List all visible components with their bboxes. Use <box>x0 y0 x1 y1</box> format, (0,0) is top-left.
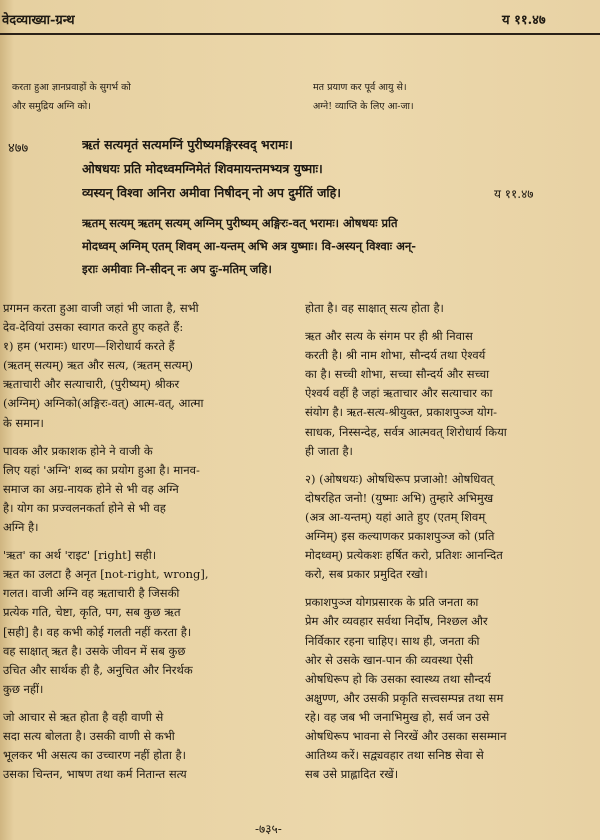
pada-line: इराः अमीवाः नि-सीदन् नः अप दुः-मतिम् जहि। <box>82 262 272 276</box>
commentary-right-column <box>305 290 595 793</box>
text-line: निर्विकार रहना चाहिए। साथ ही, जनता की <box>305 633 480 648</box>
text-line: अक्षुण्ण, और उसकी प्रकृति सत्त्वसम्पन्न तथा सम <box>305 690 504 705</box>
text-line: करती है। श्री नाम शोभा, सौन्दर्य तथा ऐश्वर्य <box>305 348 486 363</box>
text-line: मोदध्वम्) प्रत्येकशः हर्षित करो, प्रतिशः आनन्दित <box>305 548 503 563</box>
text-line: और समुद्रिय अग्नि को। <box>12 101 91 112</box>
text-line: होता है। वह साक्षात् सत्य होता है। <box>305 301 444 315</box>
pada-line: मोदध्वम् अग्निम् एतम् शिवम् आ-यन्तम् अभि अत्र युष्माः। वि-अस्यन् विश्वाः अन्- <box>82 239 417 253</box>
text-line: जो आचार से ऋत होता है वही वाणी से <box>3 709 164 724</box>
running-header-title: वेदव्याख्या-ग्रन्थ <box>2 13 75 28</box>
previous-text-right <box>313 78 583 116</box>
text-line: दोषरहित जनो! (युष्माः अभि) तुम्हारे अभिमुख <box>305 490 494 505</box>
text-line: अग्ने! व्याप्ति के लिए आ-जा। <box>313 101 414 112</box>
text-line: लिए यहां 'अग्नि' शब्द का प्रयोग हुआ है। मानव- <box>3 462 200 477</box>
text-line: कुछ नहीं। <box>3 681 44 696</box>
verse-line: ओषधयः प्रति मोदध्वमग्निमेतं शिवमायन्तमभ्यत्र युष्माः। <box>82 161 323 176</box>
previous-text-left <box>12 78 267 116</box>
text-line: प्रत्येक गति, चेष्टा, कृति, पग, सब कुछ ऋत <box>3 605 181 620</box>
text-line: उसका चिन्तन, भाषण तथा कर्म नितान्त सत्य <box>3 767 187 782</box>
mantra-reference: य ११.४७ <box>494 187 534 201</box>
text-line: का है। सच्ची शोभा, सच्चा सौन्दर्य और सच्चा <box>305 367 490 382</box>
text-line: करता हुआ ज्ञानप्रवाहों के सुगर्भ को <box>12 82 131 93</box>
text-line: [सही] है। वह कभी कोई गलती नहीं करता है। <box>3 624 192 639</box>
text-line: मत प्रयाण कर पूर्व आयु से। <box>313 82 407 93</box>
text-line: ऋताचारी और सत्याचारी, (पुरीष्यम्) श्रीकर <box>3 377 180 392</box>
header-rule <box>0 33 600 35</box>
text-line: सब उसे प्राह्लादित रखें। <box>305 767 399 782</box>
text-line: (अग्निम्) अग्निको(अङ्गिरः-वत्) आत्म-वत्, आत्मा <box>3 396 204 411</box>
pada-line: ऋतम् सत्यम् ऋतम् सत्यम् अग्निम् पुरीष्यम् अङ्गिरः-वत् भरामः। ओषधयः प्रति <box>82 216 398 230</box>
text-line: ओषधिरूप हो कि उसका स्वास्थ्य तथा सौन्दर्य <box>305 671 491 686</box>
text-line: संयोग है। ऋत-सत्य-श्रीयुक्त, प्रकाशपुञ्ज योग- <box>305 405 498 420</box>
text-line: 'ऋत' का अर्थ 'राइट' [right] सही। <box>3 548 157 563</box>
text-line: ओषधिरूप भावना से निरखें और उसका ससम्मान <box>305 728 507 743</box>
text-line: अग्नि है। <box>3 520 39 535</box>
text-line: २) (ओषधयः) ओषधिरूप प्रजाओ! ओषधिवत् <box>305 471 494 486</box>
commentary-left-column <box>3 290 283 793</box>
text-line: अग्निम्) इस कल्याणकर प्रकाशपुञ्ज को (प्रति <box>305 529 495 544</box>
text-line: आतिथ्य करें। सद्व्यवहार तथा सनिष्ठ सेवा से <box>305 748 484 763</box>
verse-line: ऋतं सत्यमृतं सत्यमग्निं पुरीष्यमङ्गिरस्वद् भरामः। <box>82 137 293 152</box>
text-line: देव-देवियां उसका स्वागत करते हुए कहते हैं: <box>3 320 184 335</box>
text-line: प्रकाशपुञ्ज योगप्रसारक के प्रति जनता का <box>305 595 479 610</box>
mantra-number: ४७७ <box>8 141 29 156</box>
text-line: प्रेम और व्यवहार सर्वथा निर्दोष, निश्छल और <box>305 614 488 629</box>
running-header-reference: य ११.४७ <box>502 13 546 28</box>
page-number: -७३५- <box>255 822 282 836</box>
text-line: समाज का अग्र-नायक होने से भी वह अग्नि <box>3 481 179 496</box>
text-line: ऋत और सत्य के संगम पर ही श्री निवास <box>305 329 473 344</box>
text-line: ऋत का उलटा है अनृत [not-right, wrong], <box>3 567 209 582</box>
text-line: (ऋतम् सत्यम्) ऋत और सत्य, (ऋतम् सत्यम्) <box>3 358 193 373</box>
text-line: करो, सब प्रकार प्रमुदित रखो। <box>305 567 428 582</box>
text-line: ऐश्वर्य वहीं है जहां ऋताचार और सत्याचार का <box>305 386 493 401</box>
text-line: सदा सत्य बोलता है। उसकी वाणी से कभी <box>3 728 175 743</box>
text-line: उचित और सार्थक ही है, अनुचित और निरर्थक <box>3 662 193 677</box>
text-line: वह साक्षात् ऋत है। उसके जीवन में सब कुछ <box>3 643 186 658</box>
text-line: भूलकर भी असत्य का उच्चारण नहीं होता है। <box>3 748 186 763</box>
verse-line: व्यस्यन् विश्वा अनिरा अमीवा निषीदन् नो अप दुर्मतिं जहि। <box>82 185 342 200</box>
text-line: (अत्र आ-यन्तम्) यहां आते हुए (एतम् शिवम् <box>305 509 486 524</box>
text-line: गलत। वाजी अग्नि वह ऋताचारी है जिसकी <box>3 586 180 601</box>
text-line: रहे। वह जब भी जनाभिमुख हो, सर्व जन उसे <box>305 709 490 724</box>
text-line: के समान। <box>3 415 44 430</box>
text-line: १) हम (भरामः) धारण—शिरोधार्य करते हैं <box>3 339 175 354</box>
text-line: पावक और प्रकाशक होने ने वाजी के <box>3 443 153 458</box>
text-line: ही जाता है। <box>305 443 353 458</box>
text-line: ओर से उसके खान-पान की व्यवस्था ऐसी <box>305 652 474 667</box>
text-line: प्रगमन करता हुआ वाजी जहां भी जाता है, सभी <box>3 301 199 315</box>
text-line: साधक, निस्सन्देह, सर्वत्र आत्मवत् शिरोधार्य किया <box>305 424 507 439</box>
padapatha <box>82 212 592 281</box>
text-line: है। योग का प्रज्वलनकर्ता होने से भी वह <box>3 500 166 515</box>
